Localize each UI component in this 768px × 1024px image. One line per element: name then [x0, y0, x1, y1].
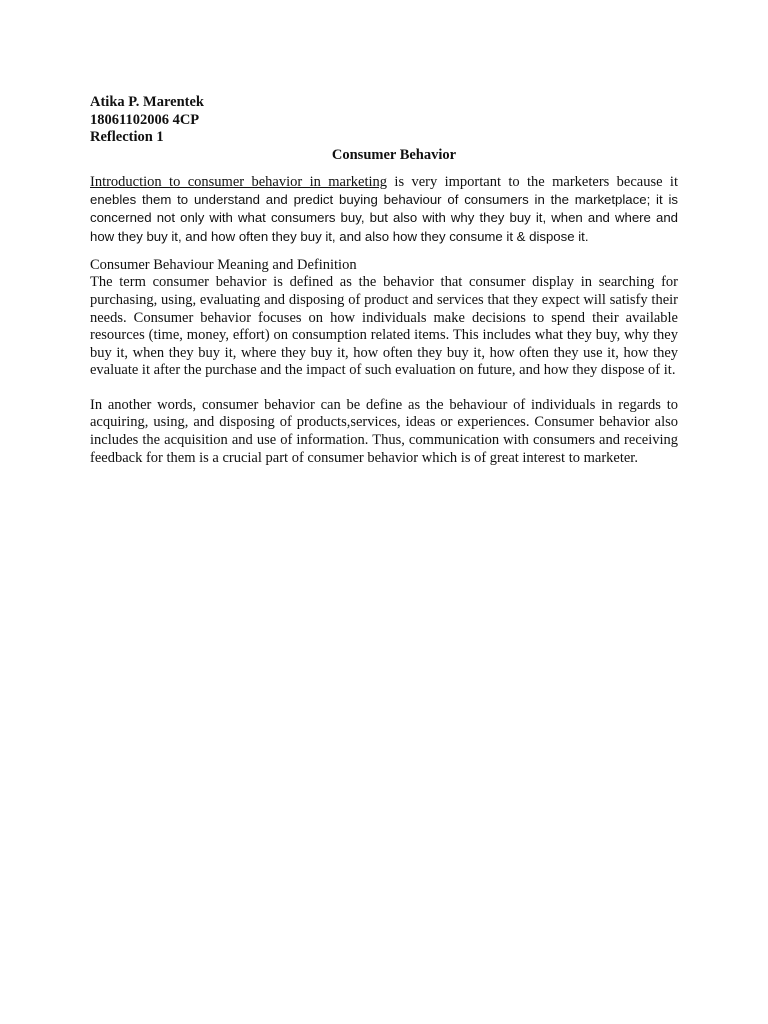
- definition-paragraph: The term consumer behavior is defined as the behavior that consumer display in searching for purchasing, using, evaluating and disposing of product and services that they expect will satisfy their needs. Consumer behavior focuses on how individuals make decisions to spend their available resources (time, money, effort) on consumption related items. This includes what they buy, why they buy it, when they buy it, where they buy it, how often they buy it, how often they use it, how they evaluate it after the purchase and the impact of such evaluation on future, and how they dispose of it.: [90, 274, 678, 379]
- section-heading: Consumer Behaviour Meaning and Definition: [90, 256, 357, 273]
- intro-body: enebles them to understand and predict buying behaviour of consumers in the marketplace; it is concerned not only with what consumers buy, but also with why they buy it, when and where and how they buy it, and how often they buy it, and also how they consume it & dispose it.: [90, 192, 678, 244]
- intro-paragraph: [90, 174, 678, 246]
- reflection-label: Reflection 1: [90, 129, 164, 145]
- intro-lead-rest: is very important to the marketers because it: [387, 174, 678, 190]
- author-name: Atika P. Marentek: [90, 94, 204, 110]
- student-id: 18061102006 4CP: [90, 111, 200, 128]
- another-words-paragraph: In another words, consumer behavior can be define as the behaviour of individuals in regards to acquiring, using, and disposing of products,services, ideas or experiences. Consumer behavior also includes the acquisition and use of information. Thus, communication with consumers and receiving feedback for them is a crucial part of consumer behavior which is of great interest to marketer.: [90, 396, 678, 466]
- intro-lead-underlined: Introduction to consumer behavior in marketing: [90, 174, 388, 190]
- document-title: Consumer Behavior: [331, 146, 457, 163]
- document-page: [90, 94, 678, 467]
